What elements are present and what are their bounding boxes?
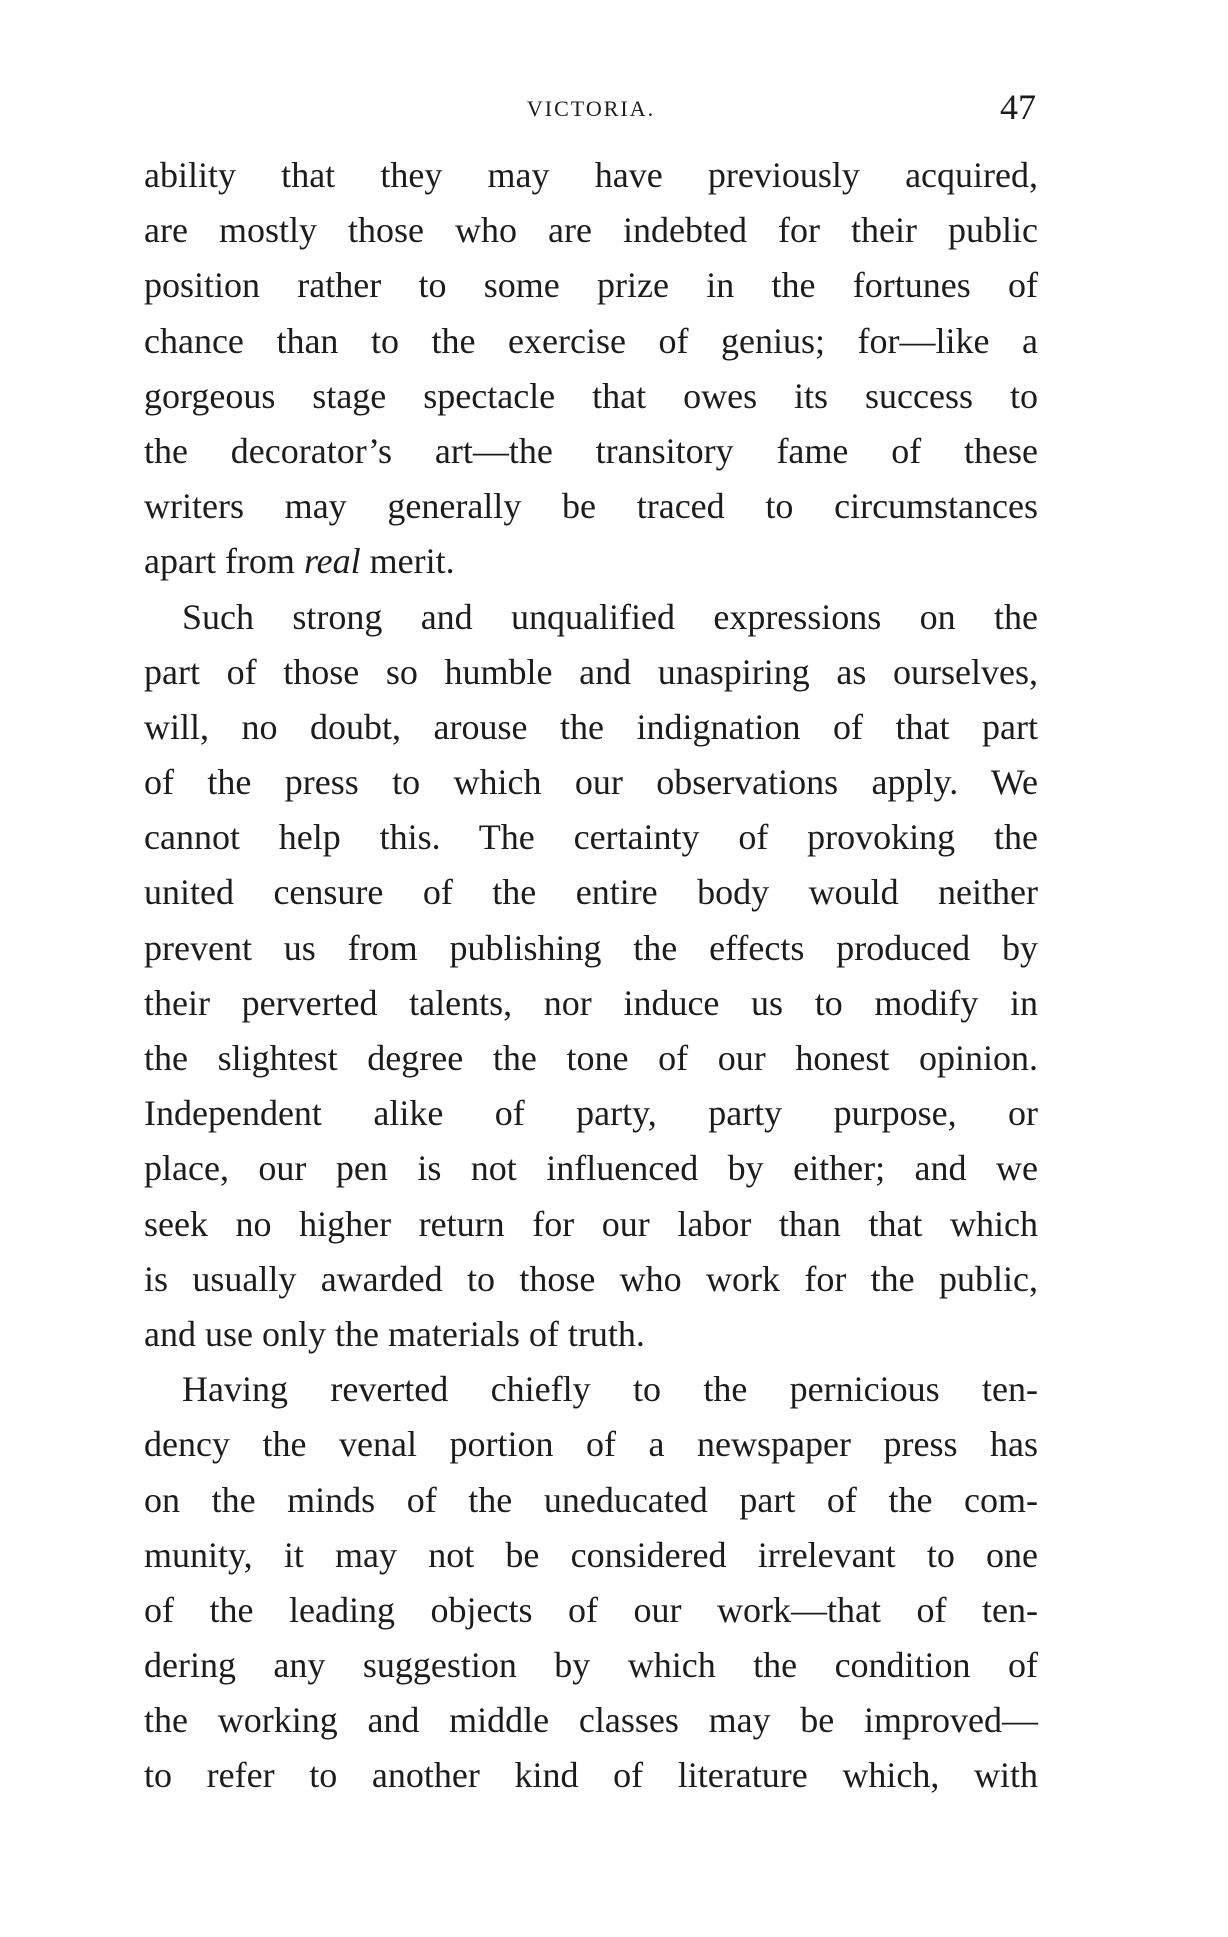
paragraph-1 [144, 148, 1038, 590]
text-line: is usually awarded to those who work for the public, [144, 1258, 1038, 1299]
text-line: part of those so humble and unaspiring as ourselves, [144, 651, 1038, 692]
text-line: are mostly those who are indebted for their public [144, 210, 1038, 251]
text-line: the working and middle classes may be improved— [144, 1700, 1038, 1741]
text-line: the decorator’s art—the transitory fame of these [144, 430, 1038, 471]
text-line: and use only the materials of truth. [144, 1313, 645, 1354]
text-line: Such strong and unqualified expressions on the [182, 596, 1038, 637]
text-line: to refer to another kind of literature which, with [144, 1755, 1038, 1796]
text-line: place, our pen is not influenced by either; and we [144, 1148, 1038, 1189]
text-line: prevent us from publishing the effects produced by [144, 927, 1038, 968]
text-line: cannot help this. The certainty of provoking the [144, 817, 1038, 858]
text-line: apart from real merit. [144, 541, 455, 582]
body-text [144, 148, 1038, 1804]
running-title: VICTORIA. [526, 96, 656, 121]
text-line: united censure of the entire body would neither [144, 872, 1038, 913]
paragraph-2 [144, 590, 1038, 1363]
text-line: of the press to which our observations apply. We [144, 762, 1038, 803]
text-line: position rather to some prize in the fortunes of [144, 265, 1038, 306]
text-line: their perverted talents, nor induce us to modify in [144, 982, 1038, 1023]
italic-emphasis: real [303, 541, 361, 582]
text-line: will, no doubt, arouse the indignation of that part [144, 706, 1038, 747]
text-line: dering any suggestion by which the condition of [144, 1645, 1038, 1686]
text-line: Independent alike of party, party purpose, or [144, 1093, 1038, 1134]
paragraph-3 [144, 1362, 1038, 1804]
text-line: the slightest degree the tone of our honest opinion. [144, 1038, 1038, 1078]
text-line: ability that they may have previously acquired, [144, 155, 1038, 195]
text-line: of the leading objects of our work—that of ten- [144, 1589, 1038, 1630]
text-line: seek no higher return for our labor than that which [144, 1203, 1038, 1244]
text-line: gorgeous stage spectacle that owes its success to [144, 375, 1038, 416]
running-head [144, 86, 1038, 136]
text-line: munity, it may not be considered irrelevant to one [144, 1534, 1038, 1575]
text-line: Having reverted chiefly to the pernicious ten- [182, 1369, 1038, 1410]
page-number: 47 [1000, 87, 1036, 127]
text-line: writers may generally be traced to circumstances [144, 486, 1038, 527]
text-line: dency the venal portion of a newspaper press has [144, 1424, 1038, 1465]
text-line: chance than to the exercise of genius; for—like a [144, 320, 1038, 361]
text-line: on the minds of the uneducated part of the com- [144, 1479, 1038, 1520]
